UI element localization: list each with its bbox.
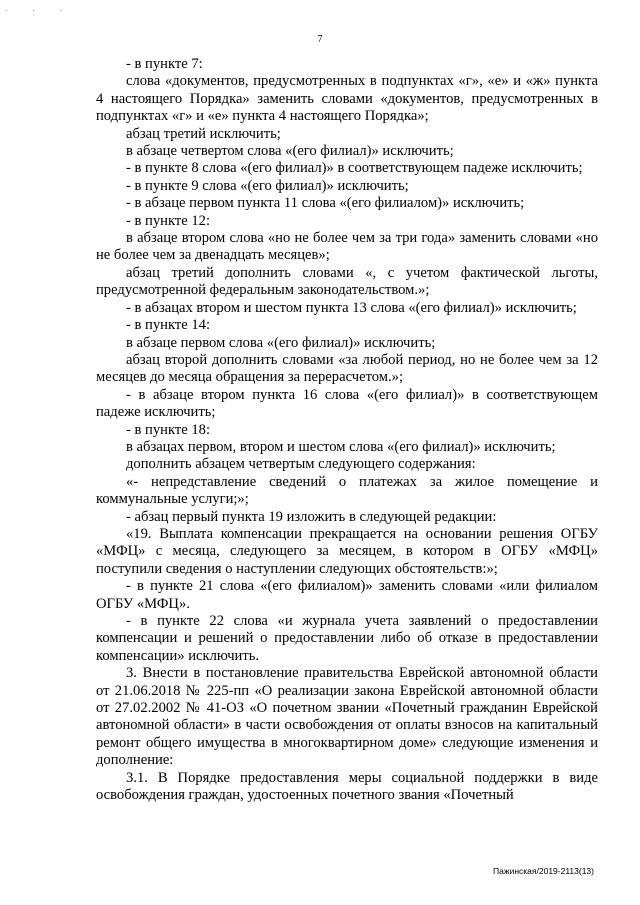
document-code: Пажинская/2019-2113(13) [493, 866, 594, 876]
paragraph: дополнить абзацем четвертым следующего содержания: [126, 456, 476, 473]
document-body [96, 56, 598, 804]
paragraph: - абзац первый пункта 19 изложить в следующей редакции: [126, 508, 497, 525]
paragraph: - в абзацах втором и шестом пункта 13 слова «(его филиал)» исключить; [126, 299, 577, 316]
paragraph: в абзаце четвертом слова «(его филиал)» исключить; [126, 143, 454, 160]
paragraph: абзац третий исключить; [126, 125, 281, 142]
paragraph: - в пункте 18: [126, 421, 211, 438]
paragraph: - в пункте 21 слова «(его филиалом)» заменить словами «или филиалом ОГБУ «МФЦ». [96, 578, 598, 612]
paragraph: - в пункте 14: [126, 317, 211, 334]
paragraph: - в пункте 9 слова «(его филиал)» исключить; [126, 177, 409, 194]
paragraph: - в пункте 8 слова «(его филиал)» в соответствующем падеже исключить; [126, 160, 583, 177]
paragraph: «19. Выплата компенсации прекращается на основании решения ОГБУ «МФЦ» с месяца, следующего за месяцем, в котором в ОГБУ «МФЦ» поступили сведения о наступлении следующих обстоятельств:»; [96, 525, 598, 577]
paragraph: в абзаце первом слова «(его филиал)» исключить; [126, 334, 436, 351]
paragraph: слова «документов, предусмотренных в подпунктах «г», «е» и «ж» пункта 4 настоящего Порядка» заменить словами «документов, предусмотренных в подпунктах «г» и «е» пункта 4 настоящего Порядка»; [96, 73, 598, 125]
paragraph: «- непредставление сведений о платежах за жилое помещение и коммунальные услуги;»; [96, 473, 598, 508]
paragraph: - в пункте 12: [126, 212, 211, 229]
scan-marks: ˙ ˙ ˙ [4, 10, 74, 20]
paragraph: - в абзаце втором пункта 16 слова «(его филиал)» в соответствующем падеже исключить; [96, 386, 598, 421]
paragraph: 3. Внести в постановление правительства Еврейской автономной области от 21.06.2018 № 225-пп «О реализации закона Еврейской автономной области от 27.02.2002 № 41-ОЗ «О почетном звании «Почетный гражданин Еврейской автономной области» в части освобождения от оплаты взносов на капитальный ремонт общего имущества в многоквартирном доме» следующие изменения и дополнение: [96, 665, 598, 769]
paragraph: - в абзаце первом пункта 11 слова «(его филиалом)» исключить; [126, 195, 525, 212]
paragraph: абзац второй дополнить словами «за любой период, но не более чем за 12 месяцев до месяца обращения за перерасчетом.»; [96, 351, 598, 386]
paragraph: - в пункте 7: [126, 56, 203, 72]
paragraph: в абзацах первом, втором и шестом слова «(его филиал)» исключить; [126, 438, 556, 455]
paragraph: 3.1. В Порядке предоставления меры социальной поддержки в виде освобождения граждан, удостоенных почетного звания «Почетный [96, 769, 598, 804]
paragraph: абзац третий дополнить словами «, с учетом фактической льготы, предусмотренной федеральным законодательством.»; [96, 264, 598, 299]
page-number: 7 [317, 34, 323, 45]
paragraph: в абзаце втором слова «но не более чем за три года» заменить словами «но не более чем за двенадцать месяцев»; [96, 230, 598, 264]
paragraph: - в пункте 22 слова «и журнала учета заявлений о предоставлении компенсации и решений о предоставлении либо об отказе в предоставлении компенсации» исключить. [96, 613, 598, 664]
